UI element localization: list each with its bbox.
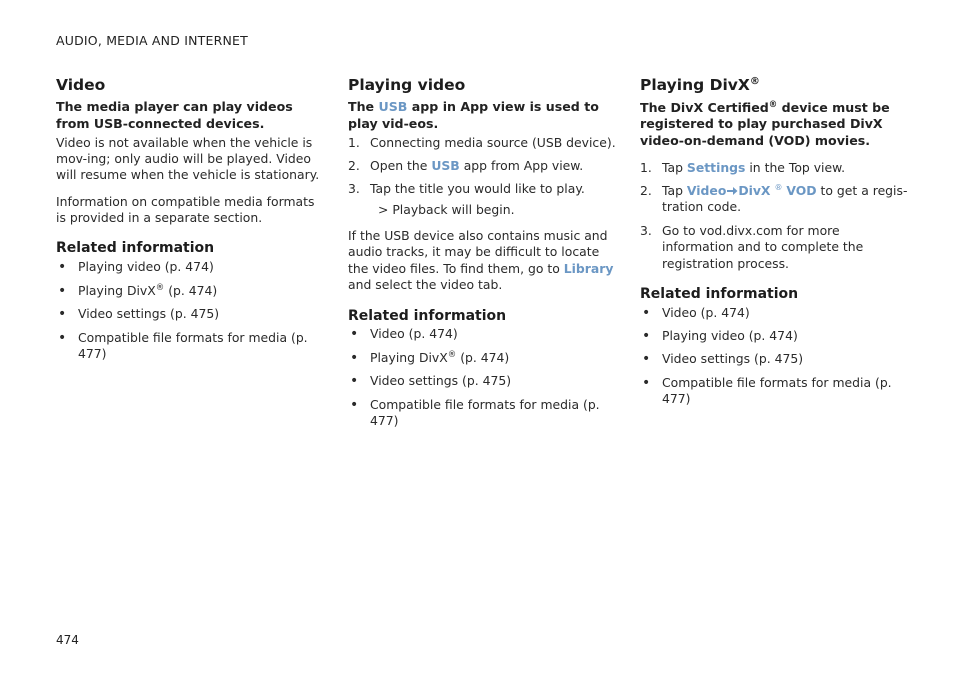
step-text: Tap <box>662 159 687 175</box>
page-number: 474 <box>56 633 79 647</box>
related-list <box>56 259 324 362</box>
related-link[interactable]: • Video settings (p. 475) <box>348 373 616 389</box>
step-text: Go to vod.divx.com for more information and to complete the registration process. <box>662 222 864 271</box>
registered-mark: ® <box>749 76 760 87</box>
library-label: Library <box>563 260 614 276</box>
lead-text: The <box>348 99 379 115</box>
step <box>348 181 616 218</box>
related-link[interactable]: • Compatible file formats for media (p. 477) <box>56 330 324 363</box>
step-text: app from App view. <box>459 157 584 173</box>
arrow-right-icon <box>726 183 738 198</box>
usb-app-label: USB <box>378 99 408 115</box>
step <box>348 158 616 174</box>
lead-text: app in App view is used to play vid-eos. <box>348 99 599 131</box>
step-text: Connecting media source (USB device). <box>370 134 616 150</box>
step-number: 3. <box>640 222 652 238</box>
usb-app-label: USB <box>431 157 460 173</box>
step-text: in the Top view. <box>745 159 846 175</box>
steps-list <box>348 135 616 219</box>
paragraph: Video is not available when the vehicle is mov-ing; only audio will be played. Video will resume when the vehicle is stationary. <box>56 134 320 183</box>
lead-text: device must be registered to play purchased DivX video-on-demand (VOD) movies. <box>640 99 890 148</box>
step-number: 2. <box>640 182 652 198</box>
link-text: Playing DivX <box>78 282 156 298</box>
related-list <box>348 326 616 429</box>
page-header: AUDIO, MEDIA AND INTERNET <box>56 33 248 48</box>
step-result: > Playback will begin. <box>378 201 515 217</box>
related-link[interactable]: • Video (p. 474) <box>348 326 616 342</box>
related-information-heading: Related information <box>348 307 507 324</box>
step-text: to get a regis-tration code. <box>662 183 908 215</box>
vod-menu-label: VOD <box>786 183 817 199</box>
step-number: 1. <box>640 159 652 175</box>
step-text: Tap the title you would like to play. <box>370 181 585 197</box>
section-lead <box>348 99 616 132</box>
paragraph: Information on compatible media formats is provided in a separate section. <box>56 193 315 226</box>
lead-text: The DivX Certified <box>640 99 769 115</box>
step-text: Tap <box>662 183 687 199</box>
registered-mark: ® <box>774 182 783 192</box>
step-number: 1. <box>348 134 360 150</box>
link-text: (p. 474) <box>456 349 510 365</box>
step <box>348 135 616 151</box>
registered-mark: ® <box>768 99 778 110</box>
related-information-heading: Related information <box>640 285 799 302</box>
registered-mark: ® <box>155 282 165 293</box>
step <box>640 160 910 176</box>
related-link[interactable]: • Video settings (p. 475) <box>640 351 910 367</box>
para-text: and select the video tab. <box>348 277 503 293</box>
step-text: Open the <box>370 157 432 173</box>
related-link[interactable]: • Video (p. 474) <box>640 305 910 321</box>
step <box>640 223 910 272</box>
related-link[interactable]: • Playing video (p. 474) <box>640 328 910 344</box>
section-lead: The media player can play videos from USB-connected devices. <box>56 99 293 131</box>
related-link[interactable]: • Video settings (p. 475) <box>56 306 324 322</box>
related-list <box>640 305 910 408</box>
section-video <box>56 76 324 369</box>
registered-mark: ® <box>447 349 457 360</box>
step-number: 3. <box>348 181 360 197</box>
related-link[interactable]: • Compatible file formats for media (p. 477) <box>348 397 616 430</box>
section-title: Playing video <box>348 76 466 94</box>
video-menu-label: Video <box>686 183 727 199</box>
section-playing-video <box>348 76 616 436</box>
link-text: (p. 474) <box>164 282 218 298</box>
section-title: Video <box>56 76 106 94</box>
link-text: Playing DivX <box>370 349 448 365</box>
related-link[interactable] <box>348 350 616 367</box>
para-text: If the USB device also contains music and audio tracks, it may be difficult to locate the video files. To find them, go to <box>348 228 608 276</box>
related-link[interactable]: • Compatible file formats for media (p. 477) <box>640 375 910 408</box>
steps-list <box>640 160 910 272</box>
section-lead <box>640 100 910 150</box>
settings-label: Settings <box>686 159 746 175</box>
step-number: 2. <box>348 157 360 173</box>
related-link[interactable]: • Playing video (p. 474) <box>56 259 324 275</box>
related-link[interactable] <box>56 283 324 300</box>
divx-menu-label: DivX <box>738 183 771 199</box>
section-playing-divx <box>640 76 910 415</box>
title-text: Playing DivX <box>640 76 750 95</box>
step <box>640 183 910 216</box>
paragraph <box>348 228 616 294</box>
section-title <box>640 76 910 96</box>
related-information-heading: Related information <box>56 240 215 257</box>
